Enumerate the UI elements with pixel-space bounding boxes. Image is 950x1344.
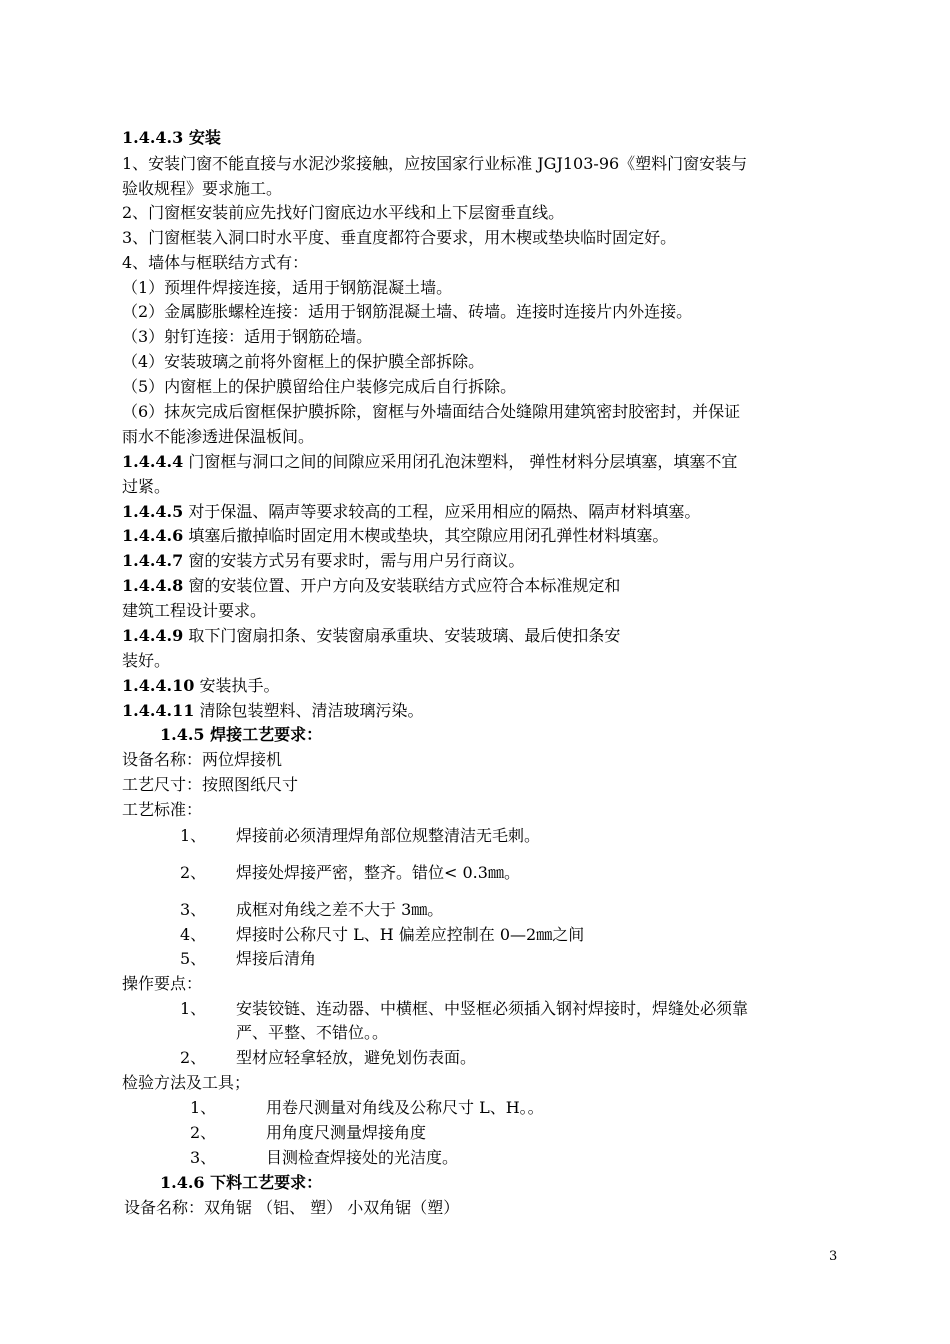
clause-text: 窗的安装位置、开户方向及安装联结方式应符合本标准规定和 bbox=[183, 576, 621, 595]
connection-item-1: （1）预埋件焊接连接，适用于钢筋混凝土墙。 bbox=[122, 278, 453, 297]
inspection-label: 检验方法及工具； bbox=[122, 1073, 251, 1092]
clause-1445 bbox=[122, 500, 700, 524]
section-heading-146: 1.4.6 下料工艺要求： bbox=[160, 1173, 323, 1192]
item-text: 目测检查焊接处的光洁度。 bbox=[266, 1148, 459, 1167]
item-number: 1、 bbox=[190, 1098, 217, 1117]
clause-text: 对于保温、隔声等要求较高的工程，应采用相应的隔热、隔声材料填塞。 bbox=[183, 502, 701, 521]
operation-point-1-line-2: 严、平整、不错位。。 bbox=[236, 1023, 389, 1042]
clause-1448-line-1 bbox=[122, 574, 620, 598]
clause-1446 bbox=[122, 524, 668, 548]
weld-standard-item-2 bbox=[180, 861, 520, 885]
clause-1444-line-2: 过紧。 bbox=[122, 477, 171, 496]
clause-number: 1.4.4.5 bbox=[122, 502, 184, 521]
weld-standard-label: 工艺标准： bbox=[122, 800, 203, 819]
connection-item-6-line-2: 雨水不能渗透进保温板间。 bbox=[122, 427, 315, 446]
clause-text: 门窗框与洞口之间的间隙应采用闭孔泡沫塑料， 弹性材料分层填塞，填塞不宜 bbox=[183, 452, 738, 471]
operation-point-2 bbox=[180, 1046, 476, 1070]
clause-number: 1.4.4.6 bbox=[122, 526, 184, 545]
item-text: 焊接前必须清理焊角部位规整清洁无毛刺。 bbox=[236, 826, 541, 845]
inspection-item-3 bbox=[190, 1146, 458, 1170]
item-number: 5、 bbox=[180, 949, 207, 968]
weld-standard-item-3 bbox=[180, 898, 443, 922]
clause-14410 bbox=[122, 674, 279, 698]
install-item-1-line-1: 1、安装门窗不能直接与水泥沙浆接触，应按国家行业标准 JGJ103-96《塑料门窗安装与 bbox=[122, 154, 748, 173]
clause-number: 1.4.4.11 bbox=[122, 701, 195, 720]
clause-number: 1.4.4.10 bbox=[122, 676, 195, 695]
install-item-2: 2、门窗框安装前应先找好门窗底边水平线和上下层窗垂直线。 bbox=[122, 203, 565, 222]
item-number: 3、 bbox=[190, 1148, 217, 1167]
item-number: 2、 bbox=[190, 1123, 217, 1142]
clause-1447 bbox=[122, 549, 524, 573]
weld-standard-item-1 bbox=[180, 824, 540, 848]
item-text: 安装铰链、连动器、中横框、中竖框必须插入钢衬焊接时，焊缝处必须靠 bbox=[236, 999, 749, 1018]
operation-point-1-line-1 bbox=[180, 997, 748, 1021]
clause-1449-line-2: 装好。 bbox=[122, 651, 171, 670]
clause-text: 取下门窗扇扣条、安装窗扇承重块、安装玻璃、最后使扣条安 bbox=[183, 626, 621, 645]
connection-item-6-line-1: （6）抹灰完成后窗框保护膜拆除，窗框与外墙面结合处缝隙用建筑密封胶密封，并保证 bbox=[122, 402, 741, 421]
connection-item-3: （3）射钉连接：适用于钢筋砼墙。 bbox=[122, 327, 373, 346]
item-text: 焊接时公称尺寸 L、H 偏差应控制在 0—2㎜之间 bbox=[236, 925, 585, 944]
clause-1444-line-1 bbox=[122, 450, 737, 474]
item-number: 1、 bbox=[180, 999, 207, 1018]
clause-1448-line-2: 建筑工程设计要求。 bbox=[122, 601, 267, 620]
clause-14411 bbox=[122, 699, 423, 723]
connection-item-4: （4）安装玻璃之前将外窗框上的保护膜全部拆除。 bbox=[122, 352, 485, 371]
connection-item-5: （5）内窗框上的保护膜留给住户装修完成后自行拆除。 bbox=[122, 377, 517, 396]
item-text: 用卷尺测量对角线及公称尺寸 L、H。。 bbox=[266, 1098, 544, 1117]
item-text: 焊接处焊接严密，整齐。错位< 0.3㎜。 bbox=[236, 863, 520, 882]
item-number: 3、 bbox=[180, 900, 207, 919]
install-item-1-line-2: 验收规程》要求施工。 bbox=[122, 179, 283, 198]
weld-standard-item-4 bbox=[180, 923, 584, 947]
clause-text: 安装执手。 bbox=[194, 676, 280, 695]
clause-text: 窗的安装方式另有要求时，需与用户另行商议。 bbox=[183, 551, 525, 570]
item-number: 2、 bbox=[180, 1048, 207, 1067]
weld-process-size: 工艺尺寸：按照图纸尺寸 bbox=[122, 775, 299, 794]
section-heading-1443: 1.4.4.3 安装 bbox=[122, 128, 221, 147]
clause-text: 清除包装塑料、清洁玻璃污染。 bbox=[194, 701, 424, 720]
install-item-3: 3、门窗框装入洞口时水平度、垂直度都符合要求，用木楔或垫块临时固定好。 bbox=[122, 228, 677, 247]
operation-points-label: 操作要点： bbox=[122, 974, 203, 993]
clause-1449-line-1 bbox=[122, 624, 620, 648]
weld-standard-item-5 bbox=[180, 947, 316, 971]
section-heading-145: 1.4.5 焊接工艺要求： bbox=[160, 725, 323, 744]
item-number: 4、 bbox=[180, 925, 207, 944]
item-text: 用角度尺测量焊接角度 bbox=[266, 1123, 427, 1142]
item-number: 1、 bbox=[180, 826, 207, 845]
item-text: 成框对角线之差不大于 3㎜。 bbox=[236, 900, 444, 919]
connection-item-2: （2）金属膨胀螺栓连接：适用于钢筋混凝土墙、砖墙。连接时连接片内外连接。 bbox=[122, 302, 693, 321]
cut-device-name: 设备名称：双角锯 （铝、 塑） 小双角锯（塑） bbox=[124, 1198, 460, 1217]
inspection-item-2 bbox=[190, 1121, 426, 1145]
install-item-4: 4、墙体与框联结方式有： bbox=[122, 253, 309, 272]
clause-number: 1.4.4.9 bbox=[122, 626, 184, 645]
item-number: 2、 bbox=[180, 863, 207, 882]
clause-number: 1.4.4.7 bbox=[122, 551, 184, 570]
item-text: 型材应轻拿轻放，避免划伤表面。 bbox=[236, 1048, 477, 1067]
clause-number: 1.4.4.4 bbox=[122, 452, 184, 471]
clause-number: 1.4.4.8 bbox=[122, 576, 184, 595]
weld-device-name: 设备名称：两位焊接机 bbox=[122, 750, 283, 769]
inspection-item-1 bbox=[190, 1096, 544, 1120]
page-number: 3 bbox=[829, 1249, 838, 1264]
item-text: 焊接后清角 bbox=[236, 949, 317, 968]
clause-text: 填塞后撤掉临时固定用木楔或垫块，其空隙应用闭孔弹性材料填塞。 bbox=[183, 526, 669, 545]
